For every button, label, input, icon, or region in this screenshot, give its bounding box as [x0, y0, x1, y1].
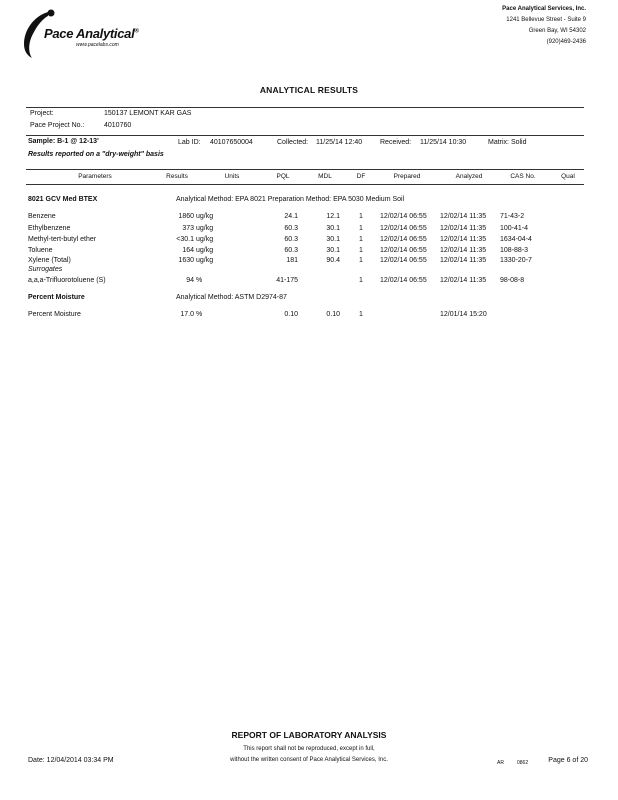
cell-units: ug/kg — [196, 213, 214, 220]
cell-mdl: 0.10 — [326, 311, 340, 318]
cell-analyzed: 12/02/14 11:35 — [440, 213, 487, 220]
col-header-results: Results — [166, 173, 188, 180]
lab-id-label: Lab ID: — [178, 139, 201, 146]
pace-project-label: Pace Project No.: — [30, 122, 85, 129]
cell-cas: 1330-20-7 — [500, 257, 532, 264]
cell-pql: 60.3 — [284, 236, 298, 243]
cell-df: 1 — [359, 311, 363, 318]
col-header-parameters: Parameters — [78, 173, 112, 180]
cell-units: ug/kg — [196, 257, 214, 264]
table-row — [0, 247, 618, 257]
divider — [26, 184, 584, 185]
cell-cas: 100-41-4 — [500, 225, 529, 232]
footer-notice-line1: This report shall not be reproduced, except in full, — [243, 746, 375, 752]
table-row — [0, 225, 618, 235]
surrogates-label: Surrogates — [28, 266, 63, 273]
table-row — [0, 257, 618, 267]
pace-project-value: 4010760 — [104, 122, 132, 129]
table-row — [0, 277, 618, 287]
cell-prepared: 12/02/14 06:55 — [380, 225, 427, 232]
cell-param: Methyl-tert-butyl ether — [28, 236, 97, 243]
table-row — [0, 213, 618, 223]
divider — [26, 107, 584, 108]
divider — [26, 169, 584, 170]
section-method: Analytical Method: ASTM D2974-87 — [176, 294, 287, 301]
cell-result: 373 — [182, 225, 194, 232]
lab-name: Pace Analytical Services, Inc. — [502, 6, 586, 12]
cell-result: 164 — [182, 247, 194, 254]
section-title: Percent Moisture — [28, 294, 85, 301]
cell-prepared: 12/02/14 06:55 — [380, 213, 427, 220]
lab-address-block — [502, 4, 586, 48]
basis-note: Results reported on a "dry-weight" basis — [28, 151, 164, 158]
cell-df: 1 — [359, 247, 363, 254]
col-header-df: DF — [356, 173, 366, 180]
cell-param: Xylene (Total) — [28, 257, 71, 264]
footer-page-number: Page 6 of 20 — [548, 757, 588, 764]
cell-units: ug/kg — [196, 225, 214, 232]
cell-result: 1860 — [178, 213, 194, 220]
cell-param: Percent Moisture — [28, 311, 81, 318]
cell-cas: 1634-04-4 — [500, 236, 532, 243]
cell-df: 1 — [359, 225, 363, 232]
col-header-pql: PQL — [276, 173, 290, 180]
cell-units: % — [196, 311, 203, 318]
cell-df: 1 — [359, 236, 363, 243]
cell-analyzed: 12/02/14 11:35 — [440, 277, 487, 284]
collected-label: Collected: — [277, 139, 309, 146]
cell-mdl: 30.1 — [326, 247, 340, 254]
cell-prepared: 12/02/14 06:55 — [380, 257, 427, 264]
received-label: Received: — [380, 139, 412, 146]
page-title: ANALYTICAL RESULTS — [259, 85, 359, 95]
cell-prepared: 12/02/14 06:55 — [380, 236, 427, 243]
cell-result: 1630 — [178, 257, 194, 264]
cell-pql: 0.10 — [284, 311, 298, 318]
cell-pql: 60.3 — [284, 225, 298, 232]
col-header-units: Units — [224, 173, 240, 180]
cell-units: % — [196, 277, 203, 284]
col-header-cas-no: CAS No. — [510, 173, 536, 180]
cell-mdl: 12.1 — [326, 213, 340, 220]
lab-address-line2: Green Bay, WI 54302 — [528, 28, 586, 34]
cell-analyzed: 12/02/14 11:35 — [440, 225, 487, 232]
project-label: Project: — [30, 110, 54, 117]
footer-notice-line2: without the written consent of Pace Analytical Services, Inc. — [230, 757, 388, 763]
col-header-prepared: Prepared — [393, 173, 421, 180]
collected-value: 11/25/14 12:40 — [316, 139, 363, 146]
report-title: REPORT OF LABORATORY ANALYSIS — [231, 730, 387, 740]
footer-code: 0862 — [517, 760, 529, 766]
cell-units: ug/kg — [196, 247, 214, 254]
matrix: Matrix: Solid — [488, 139, 527, 146]
cell-mdl: 30.1 — [326, 236, 340, 243]
cell-prepared: 12/02/14 06:55 — [380, 247, 427, 254]
cell-df: 1 — [359, 213, 363, 220]
col-header-mdl: MDL — [318, 173, 332, 180]
table-row — [0, 311, 618, 321]
logo-text: Pace Analytical — [44, 26, 135, 41]
lab-address-line1: 1241 Bellevue Street - Suite 9 — [506, 17, 586, 23]
col-header-analyzed: Analyzed — [455, 173, 483, 180]
cell-prepared: 12/02/14 06:55 — [380, 277, 427, 284]
cell-param: Ethylbenzene — [28, 225, 71, 232]
cell-analyzed: 12/02/14 11:35 — [440, 257, 487, 264]
cell-cas: 108-88-3 — [500, 247, 529, 254]
divider — [26, 135, 584, 136]
cell-mdl: 30.1 — [326, 225, 340, 232]
lab-phone: (920)469-2436 — [546, 39, 586, 45]
footer-date: Date: 12/04/2014 03:34 PM — [28, 757, 114, 764]
cell-cas: 71-43-2 — [500, 213, 525, 220]
cell-pql: 181 — [286, 257, 298, 264]
footer-initials: AR — [497, 760, 504, 766]
cell-mdl: 90.4 — [326, 257, 340, 264]
received-value: 11/25/14 10:30 — [420, 139, 467, 146]
section-method: Analytical Method: EPA 8021 Preparation Method: EPA 5030 Medium Soil — [176, 196, 405, 203]
col-header-qual: Qual — [561, 173, 575, 180]
cell-result: 94 — [186, 277, 194, 284]
cell-result: 17.0 — [180, 311, 194, 318]
table-row — [0, 236, 618, 246]
lab-id-value: 40107650004 — [210, 139, 253, 146]
cell-df: 1 — [359, 257, 363, 264]
sample-label: Sample: B-1 @ 12-13' — [28, 138, 99, 145]
logo-url: www.pacelabs.com — [76, 42, 119, 48]
cell-units: ug/kg — [196, 236, 214, 243]
cell-cas: 98-08-8 — [500, 277, 525, 284]
cell-pql: 24.1 — [284, 213, 298, 220]
cell-result: <30.1 — [176, 236, 194, 243]
cell-analyzed: 12/01/14 15:20 — [440, 311, 487, 318]
cell-param: a,a,a-Trifluorotoluene (S) — [28, 277, 106, 284]
cell-analyzed: 12/02/14 11:35 — [440, 247, 487, 254]
cell-param: Benzene — [28, 213, 56, 220]
project-value: 150137 LEMONT KAR GAS — [104, 110, 192, 117]
cell-pql: 60.3 — [284, 247, 298, 254]
cell-analyzed: 12/02/14 11:35 — [440, 236, 487, 243]
cell-pql: 41-175 — [276, 277, 298, 284]
section-title: 8021 GCV Med BTEX — [28, 196, 98, 203]
cell-df: 1 — [359, 277, 363, 284]
cell-param: Toluene — [28, 247, 53, 254]
logo-trademark: ® — [134, 28, 139, 35]
